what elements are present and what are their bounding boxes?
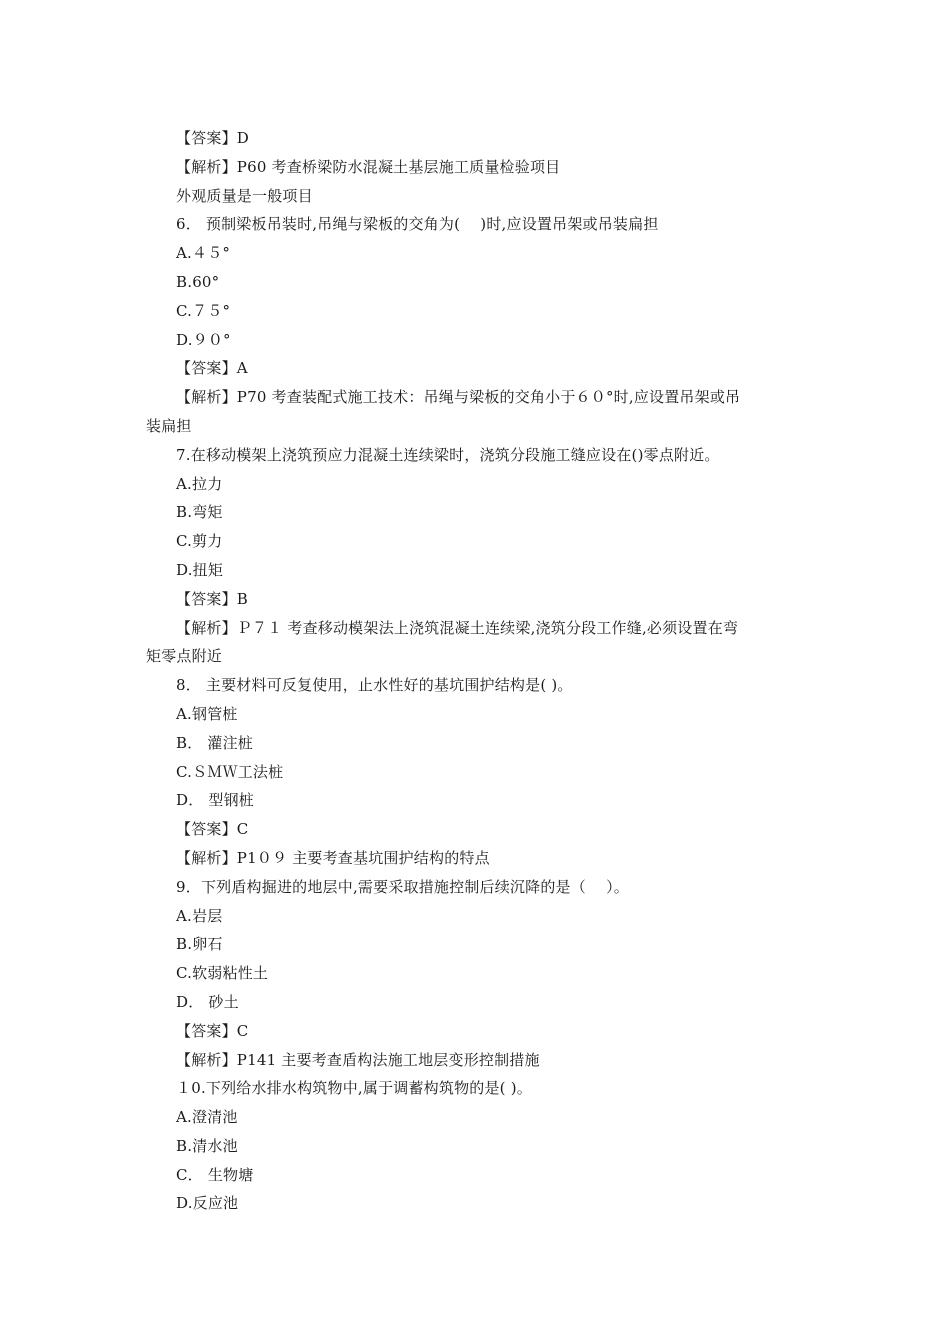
answer-line: 【答案】C [176,820,249,839]
answer-line: 【答案】C [176,1021,249,1040]
analysis-line: 【解析】P70 考查装配式施工技术：吊绳与梁板的交角小于６０°时,应设置吊架或吊 [176,388,741,407]
option-c: C.ＳＭＷ工法桩 [176,762,284,781]
question-9: 9．下列盾构掘进的地层中,需要采取措施控制后续沉降的是（ ）。 [176,877,629,896]
option-d: D.反应池 [176,1194,239,1213]
option-a: A.澄清池 [176,1108,238,1127]
text-line: 外观质量是一般项目 [176,186,313,205]
option-a: A.４５° [176,244,231,263]
option-b: B.弯矩 [176,503,223,522]
analysis-line: 【解析】P60 考查桥梁防水混凝土基层施工质量检验项目 [176,157,561,176]
option-c: C.软弱粘性土 [176,964,269,983]
analysis-continuation: 装扁担 [146,416,192,435]
analysis-line: 【解析】P1０９ 主要考查基坑围护结构的特点 [176,848,490,867]
question-10: １0.下列给水排水构筑物中,属于调蓄构筑物的是( )。 [176,1079,532,1098]
analysis-line: 【解析】Ｐ７１ 考查移动模架法上浇筑混凝土连续梁,浇筑分段工作缝,必须设置在弯 [176,618,739,637]
option-a: A.拉力 [176,474,223,493]
question-6: 6． 预制梁板吊装时,吊绳与梁板的交角为( )时,应设置吊架或吊装扁担 [176,215,659,234]
analysis-line: 【解析】P141 主要考查盾构法施工地层变形控制措施 [176,1050,540,1069]
answer-line: 【答案】A [176,359,248,378]
question-8: 8． 主要材料可反复使用，止水性好的基坑围护结构是( )。 [176,676,573,695]
option-b: B.清水池 [176,1136,238,1155]
option-c: C.剪力 [176,532,223,551]
analysis-continuation: 矩零点附近 [146,647,223,666]
option-b: B.卵石 [176,935,223,954]
answer-line: 【答案】D [176,129,250,147]
option-c: C． 生物塘 [176,1165,254,1184]
option-a: A.岩层 [176,906,223,925]
document-body [146,124,806,1218]
option-b: B． 灌注桩 [176,733,253,752]
option-d: D． 型钢桩 [176,791,254,810]
option-d: D.９０° [176,330,231,349]
option-a: A.钢管桩 [176,704,238,723]
option-d: D． 砂土 [176,992,239,1011]
option-d: D.扭矩 [176,560,224,579]
question-7: 7.在移动模架上浇筑预应力混凝土连续梁时，浇筑分段施工缝应设在()零点附近。 [176,445,720,464]
option-b: B.60° [176,272,220,291]
answer-line: 【答案】B [176,589,249,608]
option-c: C.７５° [176,301,231,320]
